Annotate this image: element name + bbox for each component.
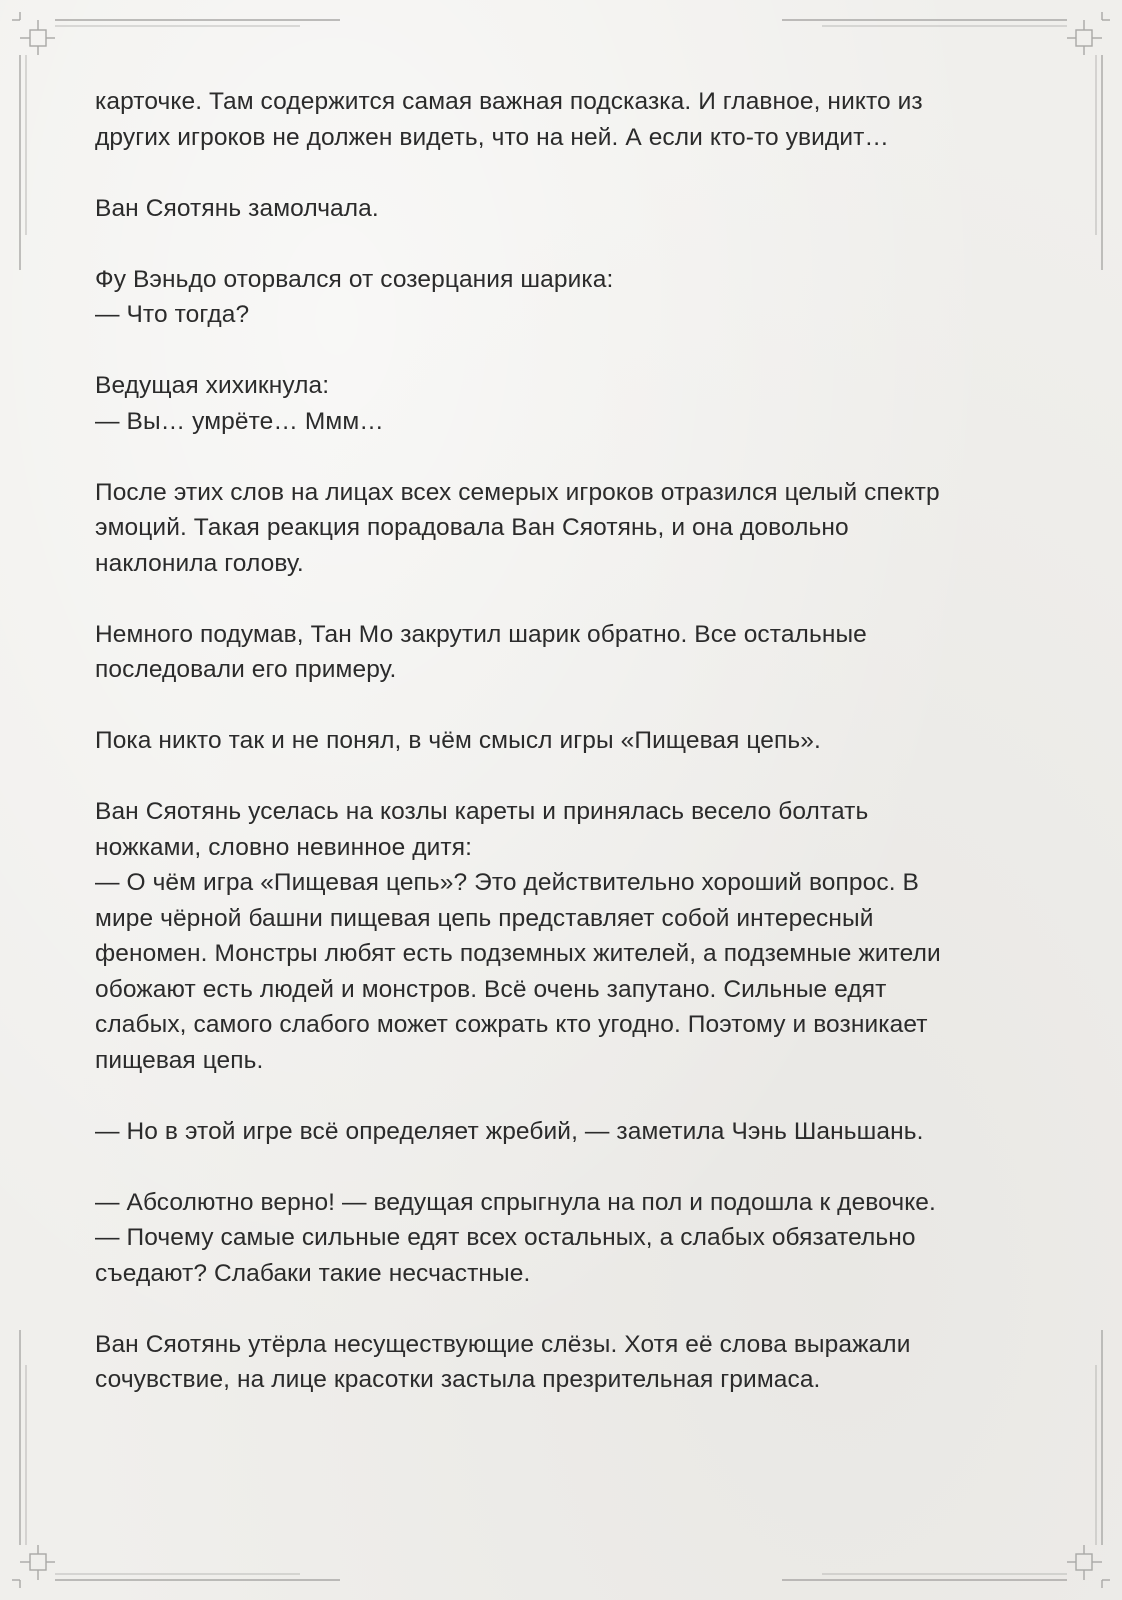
text-line: Ведущая хихикнула:: [95, 372, 330, 399]
text-line: слабых, самого слабого может сожрать кто угодно. Поэтому и возникает: [95, 1011, 928, 1038]
text-line: феномен. Монстры любят есть подземных жителей, а подземные жители: [95, 940, 941, 967]
paragraph-3: [95, 262, 1025, 333]
text-line: карточке. Там содержится самая важная подсказка. И главное, никто из: [95, 88, 923, 115]
paragraph-6: [95, 617, 1025, 688]
text-line: эмоций. Такая реакция порадовала Ван Сяотянь, и она довольно: [95, 514, 849, 541]
text-line: После этих слов на лицах всех семерых игроков отразился целый спектр: [95, 478, 940, 506]
text-line: Ван Сяотянь замолчала.: [95, 194, 379, 222]
paragraph-11: [95, 1327, 1025, 1398]
paragraph-8: [95, 794, 1025, 1078]
text-line: других игроков не должен видеть, что на ней. А если кто-то увидит…: [95, 123, 890, 151]
text-line: наклонила голову.: [95, 549, 304, 577]
text-line: Ван Сяотянь уселась на козлы кареты и принялась весело болтать: [95, 798, 869, 825]
text-line: Ван Сяотянь утёрла несуществующие слёзы. Хотя её слова выражали: [95, 1330, 911, 1358]
paragraph-10: [95, 1185, 1025, 1292]
text-line: съедают? Слабаки такие несчастные.: [95, 1259, 531, 1287]
text-line: — Вы… умрёте… Ммм…: [95, 407, 384, 435]
text-line: — Но в этой игре всё определяет жребий, — заметила Чэнь Шаньшань.: [95, 1117, 924, 1145]
text-line: Фу Вэньдо оторвался от созерцания шарика:: [95, 265, 614, 293]
text-line: пищевая цепь.: [95, 1046, 264, 1074]
text-line: ножками, словно невинное дитя:: [95, 833, 472, 861]
text-line: Пока никто так и не понял, в чём смысл игры «Пищевая цепь».: [95, 727, 821, 754]
text-line: Немного подумав, Тан Мо закрутил шарик обратно. Все остальные: [95, 620, 867, 648]
text-line: — Что тогда?: [95, 301, 250, 328]
paragraph-2: [95, 191, 1025, 227]
paragraph-9: [95, 1114, 1025, 1150]
text-line: — Абсолютно верно! — ведущая спрыгнула на пол и подошла к девочке.: [95, 1188, 936, 1216]
text-line: мире чёрной башни пищевая цепь представляет собой интересный: [95, 904, 874, 932]
text-line: обожают есть людей и монстров. Всё очень запутано. Сильные едят: [95, 975, 887, 1003]
paragraph-5: [95, 475, 1025, 582]
text-line: — Почему самые сильные едят всех остальных, а слабых обязательно: [95, 1224, 916, 1251]
paragraph-7: [95, 723, 1025, 759]
text-line: — О чём игра «Пищевая цепь»? Это действительно хороший вопрос. В: [95, 869, 919, 896]
document-body: [95, 84, 1025, 1433]
paragraph-4: [95, 368, 1025, 439]
text-line: сочувствие, на лице красотки застыла презрительная гримаса.: [95, 1366, 821, 1393]
text-line: последовали его примеру.: [95, 656, 397, 683]
paragraph-1: [95, 84, 1025, 155]
